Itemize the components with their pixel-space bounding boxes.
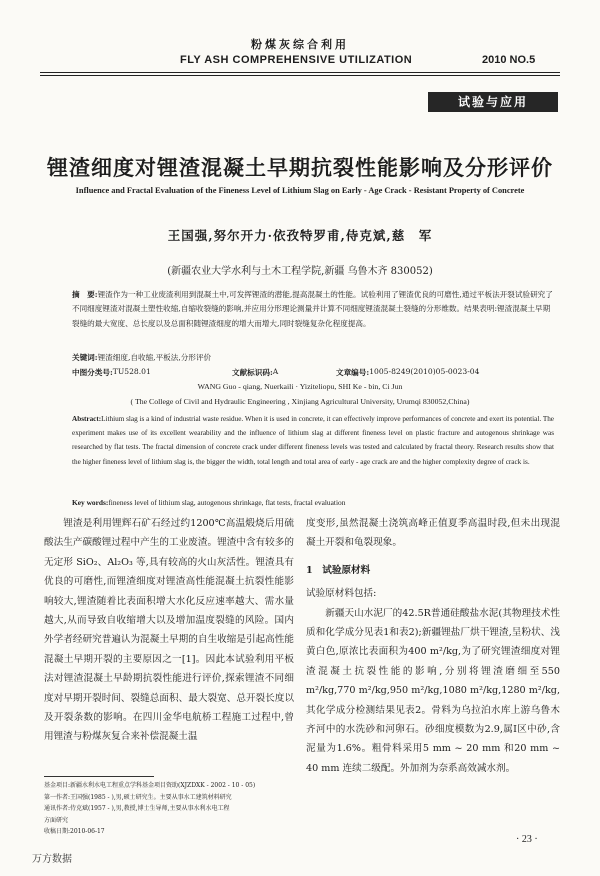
keywords-en-label: Key words: [72, 498, 109, 507]
journal-title-cn: 粉煤灰综合利用 [251, 38, 349, 51]
paper-title-en: Influence and Fractal Evaluation of the Fineness Level of Lithium Slag on Early - Age Crack - Resistant Property of Concrete [75, 186, 525, 195]
article-id-value: 1005-8249(2010)05-0023-04 [369, 367, 480, 376]
affiliation-en: ( The College of Civil and Hydraulic Engineering , Xinjiang Agricultural University, Urumqi 830052,China) [130, 397, 470, 406]
header-rule-thin [40, 75, 560, 76]
keywords-en-text: fineness level of lithium slag, autogenous shrinkage, flat tests, fractal evaluation [108, 498, 346, 507]
abstract-en-text: Lithium slag is a kind of industrial waste residue. When it is used in concrete, it can effectively improve performances of concrete and exert its potential. The experiment makes use of its excellent wearability and the influence of lithium slag at different fineness level on plastic fracture and autogenous shrinkage was researched by flat tests. The fractal dimension of concrete crack under different fineness levels was tested and calculated by fractal theory. Research results show that the higher fineness level of lithium slag is, the bigger the width, total length and total area of early - age crack are and the higher complexity degree of crack is. [72, 415, 554, 466]
abstract-cn-text: 锂渣作为一种工业废渣利用到混凝土中,可发挥锂渣的潜能,提高混凝土的性能。试验利用了锂渣优良的可磨性,通过平板法开裂试验研究了不同细度锂渣对混凝土塑性收缩,自缩收裂缝的影响,并应用分形理论测量并计算不同细度锂渣混凝土裂缝的分形维数。结果表明:锂渣混凝土早期裂缝的最大宽度、总长度以及总面积随锂渣细度的增大而增大,同时裂缝复杂化程度提高。 [72, 290, 553, 328]
watermark: 万方数据 [32, 854, 72, 865]
paper-title-cn: 锂渣细度对锂渣混凝土早期抗裂性能影响及分形评价 [47, 156, 553, 180]
keywords-en [72, 498, 345, 507]
keywords-cn-label: 关键词: [72, 353, 98, 362]
body-right-column [306, 514, 560, 778]
doc-code-label: 文献标识码: [232, 368, 273, 377]
keywords-cn-text: 锂渣细度,自收缩,平板法,分形评价 [97, 353, 212, 362]
abstract-en [72, 412, 554, 469]
section-heading: 1 试验原材料 [306, 564, 371, 576]
materials-paragraph: 新疆天山水泥厂的42.5R普通硅酸盐水泥(其物理技术性质和化学成分见表1和表2);新疆锂盐厂烘干锂渣,呈粉状、浅黄白色,原浓比表面积为400 m²/kg,为了研究锂渣细度对锂渣混凝土抗裂性能的影响,分别将锂渣磨细至550 m²/kg,770 m²/kg,950 m²/kg,1080 m²/kg,1280 m²/kg,其化学成分检测结果见表2。骨料为乌拉泊水库上游乌鲁木齐河中的水洗砂和河卵石。砂细度模数为2.9,属Ⅰ区中砂,含泥量为1.6%。粗骨料采用5 mm ~ 20 mm 和20 mm ~ 40 mm 连续二级配。外加剂为奈系高效减水剂。 [306, 607, 560, 774]
abstract-cn-label: 摘 要: [72, 290, 98, 299]
footnote-corresponding-cont: 方面研究 [44, 816, 69, 824]
issue-number: 2010 NO.5 [482, 54, 536, 66]
clc-value: TU528.01 [112, 367, 151, 376]
footnote-funding: 基金项目:新疆水利水电工程重点学科基金项目资助(XJZDXK - 2002 - 10 - 05) [44, 782, 256, 789]
body-left-column [44, 514, 294, 747]
intro-continued: 度变形,虽然混凝土浇筑高峰正值夏季高温时段,但未出现混凝土开裂和龟裂现象。 [306, 518, 560, 549]
doc-code-value: A [272, 367, 279, 376]
footnote-first-author: 第一作者:王国强(1985 - ),男,硕士研究生。主要从事水工建筑材料研究 [44, 793, 232, 801]
materials-intro: 试验原材料包括: [306, 588, 377, 600]
affiliation-cn: (新疆农业大学水利与土木工程学院,新疆 乌鲁木齐 830052) [167, 266, 433, 277]
article-id-label: 文章编号: [336, 368, 370, 377]
abstract-cn [72, 288, 554, 331]
footnotes [44, 780, 304, 838]
abstract-en-label: Abstract: [72, 415, 102, 423]
journal-title-en: FLY ASH COMPREHENSIVE UTILIZATION [180, 54, 413, 66]
footnote-received-date: 收稿日期:2010-06-17 [44, 828, 105, 836]
authors-en: WANG Guo - qiang, Nuerkaili · Yiziteliopu, SHI Ke - bin, Ci Jun [197, 382, 403, 391]
keywords-cn [72, 352, 211, 363]
clc-label: 中图分类号: [72, 368, 113, 377]
header-rule [40, 72, 560, 73]
section-tag: 试验与应用 [428, 92, 558, 112]
footnote-rule [44, 776, 154, 777]
footnote-corresponding-author: 通讯作者:侍克斌(1957 - ),男,教授,博士生导师,主要从事水利水电工程 [44, 805, 230, 813]
authors-cn: 王国强,努尔开力·依孜特罗甫,侍克斌,慈 军 [167, 228, 433, 243]
page-number: · 23 · [516, 834, 538, 845]
intro-paragraph: 锂渣是利用锂辉石矿石经过约1200℃高温煅烧后用硫酸法生产碳酸锂过程中产生的工业废渣。锂渣中含有较多的无定形 SiO₂、Al₂O₃ 等,具有较高的火山灰活性。锂渣具有优良的可磨性,而锂渣细度对锂渣高性能混凝土抗裂性能影响较大,锂渣随着比表面积增大水化反应速率越大、需水量越大,从而导致自收缩增大以及增加温度裂缝的风险。国内外学者经研究普遍认为混凝土早期的自生收缩是引起高性能混凝土早期开裂的主要原因之一[1]。因此本试验利用平板法对锂渣混凝土早龄期抗裂性能进行评价,探索锂渣不同细度对早期开裂时间、裂缝总面积、最大裂宽、总开裂长度以及开裂条数的影响。在四川金华电航桥工程施工过程中,曾用锂渣与粉煤灰复合来补偿混凝土温 [44, 518, 294, 743]
